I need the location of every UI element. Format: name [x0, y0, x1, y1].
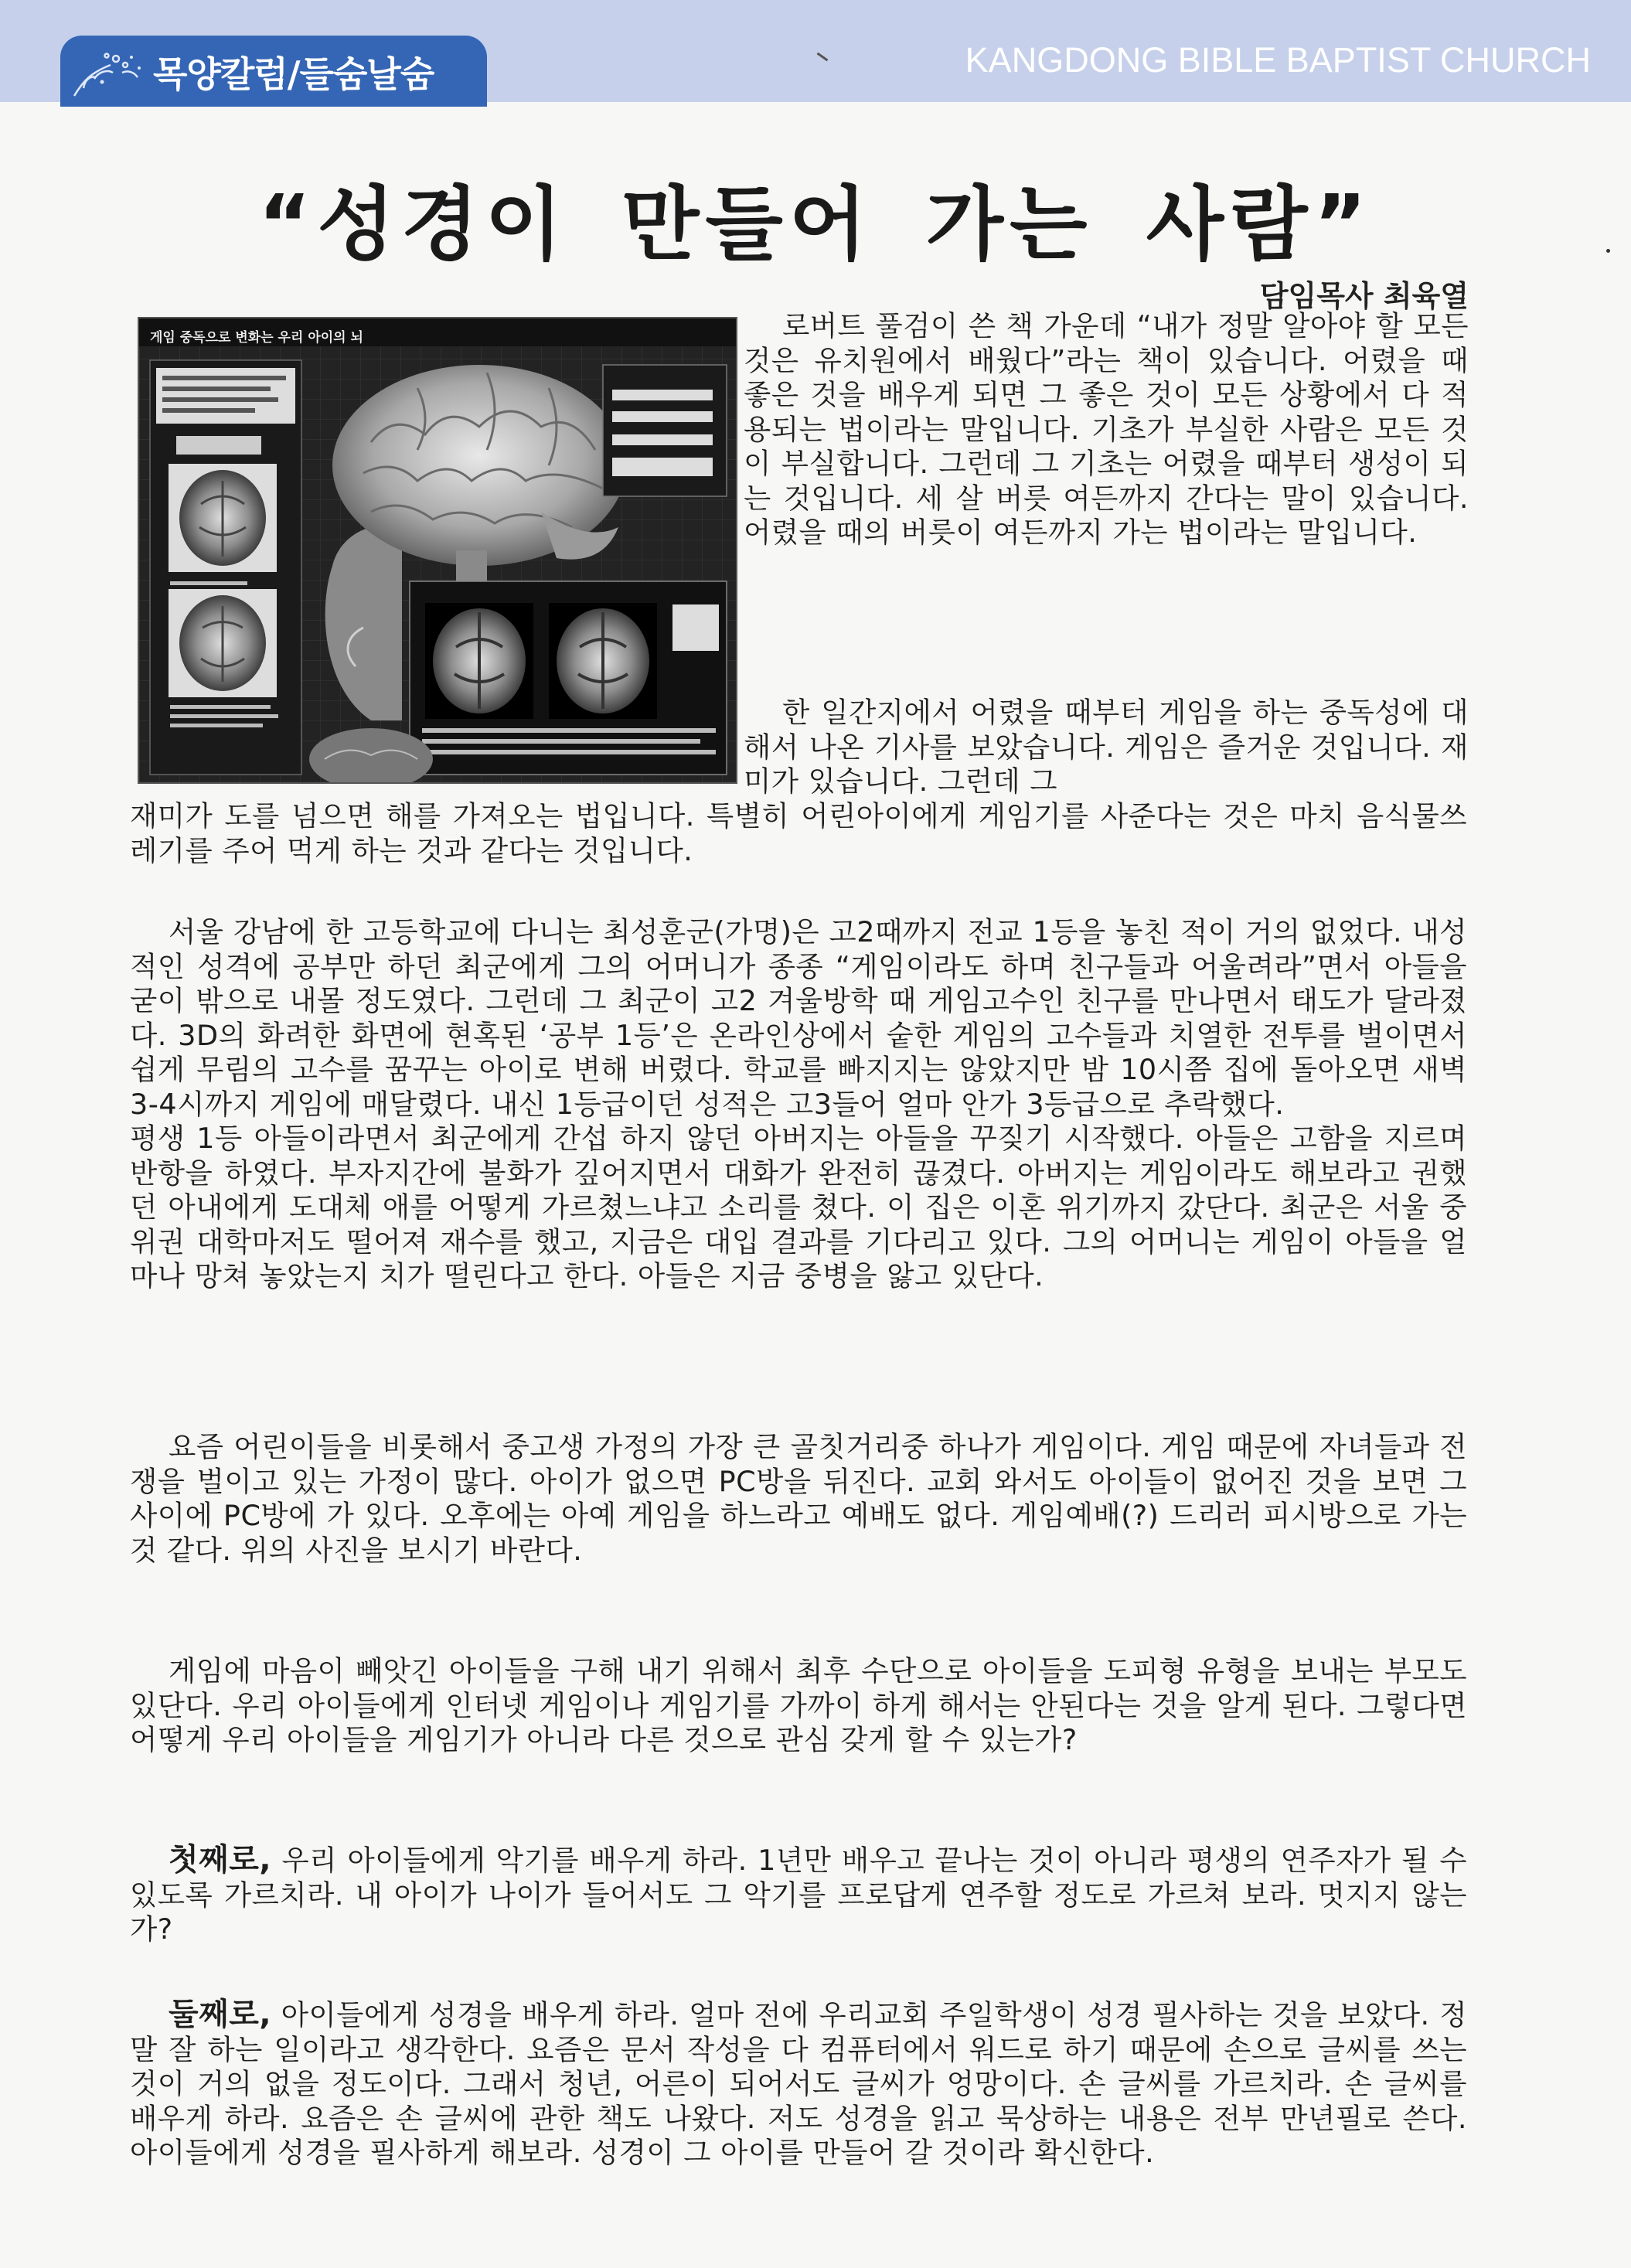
- paragraph-3-block: [130, 915, 1467, 1294]
- paragraph-5-block: [130, 1430, 1467, 1568]
- paragraph-7-block: [130, 1843, 1467, 1947]
- paragraph-1: 로버트 풀검이 쓴 책 가운데 “내가 정말 알아야 할 모든 것은 유치원에서 배웠다”라는 책이 있습니다. 어렸을 때 좋은 것을 배우게 되면 그 좋은 것이 모든 상황에서 다 적용되는 법이라는 말입니다. 기초가 부실한 사람은 모든 것이 부실합니다. 그런데 그 기초는 어렸을 때부터 생성이 되는 것입니다. 세 살 버릇 여든까지 간다는 말이 있습니다. 어렸을 때의 버릇이 여든까지 가는 법이라는 말입니다.: [744, 309, 1469, 549]
- first-point-text: 우리 아이들에게 악기를 배우게 하라. 1년만 배우고 끝나는 것이 아니라 평생의 연주자가 될 수 있도록 가르치라. 내 아이가 나이가 들어서도 그 악기를 프로답게 연주할 정도로 가르쳐 보라. 멋지지 않는가?: [130, 1844, 1467, 1946]
- paragraph-8: [130, 1997, 1467, 2171]
- brain-illustration: [139, 318, 736, 782]
- flourish-icon: [68, 42, 153, 104]
- paragraph-1-block: [744, 309, 1469, 550]
- paragraph-8-block: [130, 1997, 1467, 2171]
- second-point-text: 아이들에게 성경을 배우게 하라. 얼마 전에 우리교회 주일학생이 성경 필사하는 것을 보았다. 정말 잘 하는 일이라고 생각한다. 요즘은 문서 작성을 다 컴퓨터에서 워드로 하기 때문에 손으로 글씨를 쓰는 것이 거의 없을 정도이다. 그래서 청년, 어른이 되어서도 글씨가 엉망이다. 손 글씨를 가르치라. 손 글씨를 배우게 하라. 요즘은 손 글씨에 관한 책도 나왔다. 저도 성경을 읽고 묵상하는 내용은 전부 만년필로 쓴다. 아이들에게 성경을 필사하게 해보라. 성경이 그 아이를 만들어 갈 것이라 확신한다.: [130, 1998, 1467, 2169]
- paragraph-5: 요즘 어린이들을 비롯해서 중고생 가정의 가장 큰 골칫거리중 하나가 게임이다. 게임 때문에 자녀들과 전쟁을 벌이고 있는 가정이 많다. 아이가 없으면 PC방을 뒤진다. 교회 와서도 아이들이 없어진 것을 보면 그 사이에 PC방에 가 있다. 오후에는 아예 게임을 하느라고 예배도 없다. 게임예배(?) 드리러 피시방으로 가는 것 같다. 위의 사진을 보시기 바란다.: [130, 1430, 1467, 1567]
- figure-caption: 게임 중독으로 변화는 우리 아이의 뇌: [150, 330, 363, 346]
- paragraph-7: [130, 1843, 1467, 1947]
- paragraph-6-block: [130, 1654, 1467, 1758]
- first-point-label: 첫째로,: [169, 1842, 272, 1878]
- paragraph-2-continued: 재미가 도를 넘으면 해를 가져오는 법입니다. 특별히 어린아이에게 게임기를 사준다는 것은 마치 음식물쓰레기를 주어 먹게 하는 것과 같다는 것입니다.: [130, 799, 1467, 867]
- section-label: 목양칼럼/들숨날숨: [153, 53, 434, 95]
- brain-infographic-image: [138, 317, 737, 784]
- paragraph-3: 서울 강남에 한 고등학교에 다니는 최성훈군(가명)은 고2때까지 전교 1등을 놓친 적이 거의 없었다. 내성적인 성격에 공부만 하던 최군에게 그의 어머니가 종종 “게임이라도 하며 친구들과 어울려라”면서 아들을 굳이 밖으로 내몰 정도였다. 그런데 그 최군이 고2 겨울방학 때 게임고수인 친구를 만나면서 태도가 달라졌다. 3D의 화려한 화면에 현혹된 ‘공부 1등’은 온라인상에서 숱한 게임의 고수들과 치열한 전투를 벌이면서 쉽게 무림의 고수를 꿈꾸는 아이로 변해 버렸다. 학교를 빠지지는 않았지만 밤 10시쯤 집에 돌아오면 새벽 3-4시까지 게임에 매달렸다. 내신 1등급이던 성적은 고3들어 얼마 안가 3등급으로 추락했다.: [130, 915, 1467, 1121]
- paragraph-2-wrapped: 한 일간지에서 어렸을 때부터 게임을 하는 중독성에 대해서 나온 기사를 보았습니다. 게임은 즐거운 것입니다. 재미가 있습니다. 그런데 그: [744, 696, 1469, 798]
- second-point-label: 둘째로,: [169, 1997, 272, 2032]
- paragraph-2-full-block: [130, 799, 1467, 868]
- paragraph-2-wrapped-block: [744, 696, 1469, 799]
- page-title: “성경이 만들어 가는 사람”: [258, 177, 1373, 271]
- paragraph-4: 평생 1등 아들이라면서 최군에게 간섭 하지 않던 아버지는 아들을 꾸짖기 시작했다. 아들은 고함을 지르며 반항을 하였다. 부자지간에 불화가 깊어지면서 대화가 완전히 끊겼다. 아버지는 게임이라도 해보라고 권했던 아내에게 도대체 애를 어떻게 가르쳤느냐고 소리를 쳤다. 이 집은 이혼 위기까지 갔단다. 최군은 서울 중위권 대학마저도 떨어져 재수를 했고, 지금은 대입 결과를 기다리고 있다. 그의 어머니는 게임이 아들을 얼마나 망쳐 놓았는지 치가 떨린다고 한다. 아들은 지금 중병을 앓고 있단다.: [130, 1122, 1467, 1292]
- section-tab: [60, 36, 487, 107]
- church-name: KANGDONG BIBLE BAPTIST CHURCH: [965, 40, 1591, 80]
- author-byline: 담임목사 최육열: [1259, 279, 1469, 313]
- paragraph-6: 게임에 마음이 빼앗긴 아이들을 구해 내기 위해서 최후 수단으로 아이들을 도피형 유형을 보내는 부모도 있단다. 우리 아이들에게 인터넷 게임이나 게임기를 가까이 하게 해서는 안된다는 것을 알게 된다. 그렇다면 어떻게 우리 아이들을 게임기가 아니라 다른 것으로 관심 갖게 할 수 있는가?: [130, 1654, 1467, 1756]
